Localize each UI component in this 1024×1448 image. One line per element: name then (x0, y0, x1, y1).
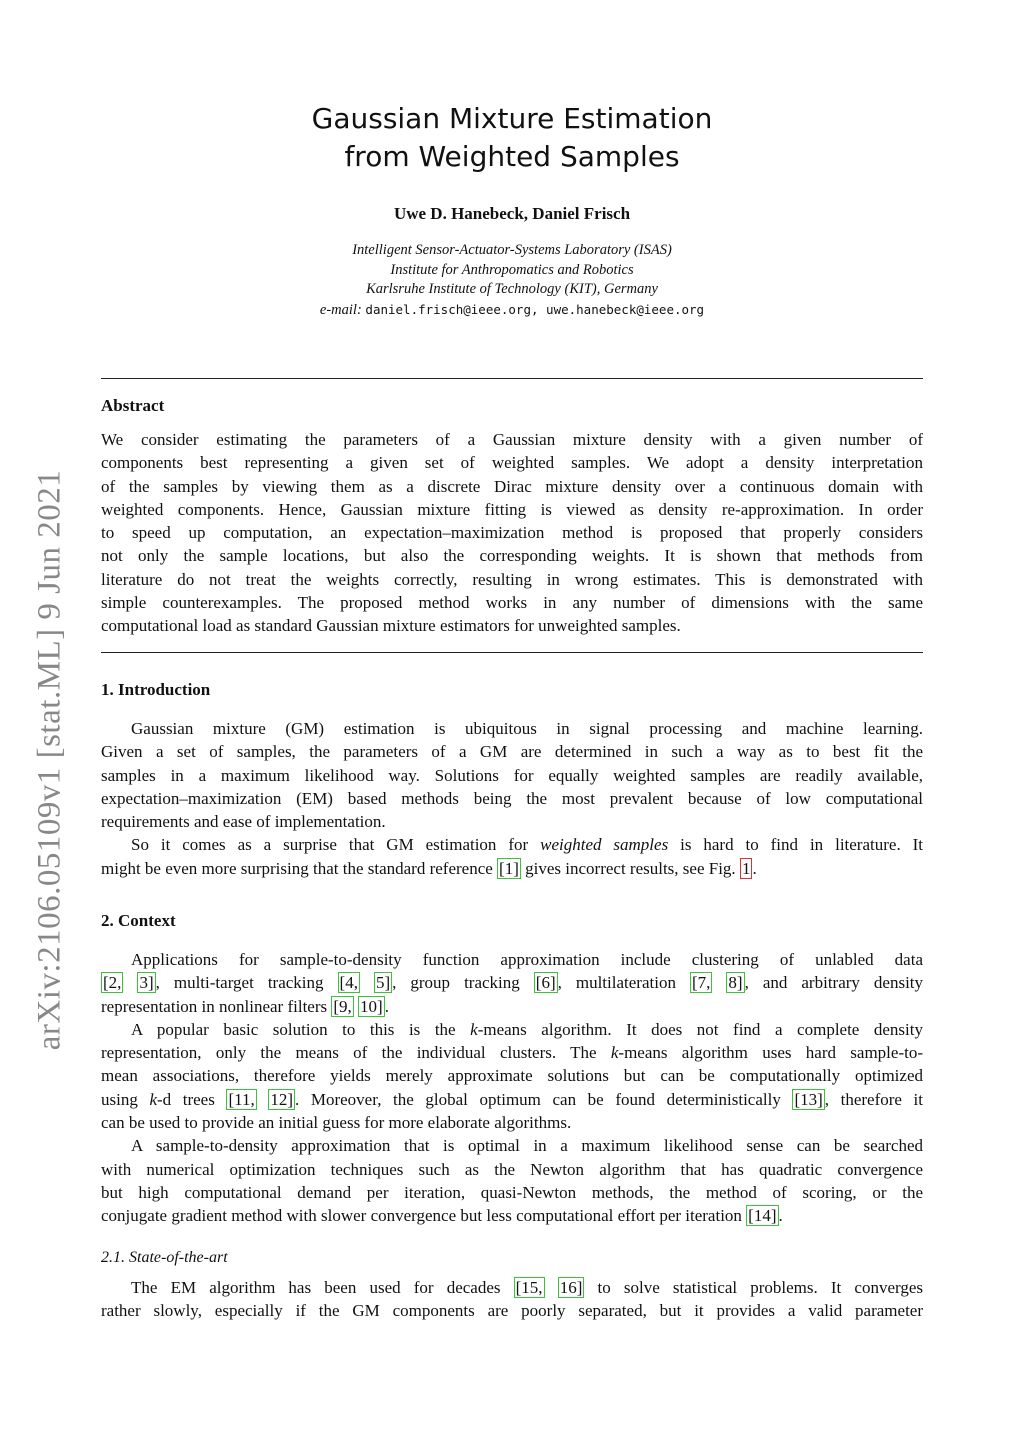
text-span: . (752, 858, 757, 878)
citation-link[interactable]: [7, (691, 973, 711, 993)
citation-link[interactable]: 3] (139, 973, 154, 993)
citation-link[interactable]: 12] (270, 1089, 293, 1109)
paragraph-line (101, 1204, 923, 1227)
paragraph-line: requirements and ease of implementation. (101, 812, 386, 832)
paragraph-line: rather slowly, especially if the GM components are poorly separated, but it provides a valid parameter (101, 1301, 923, 1321)
citation-link[interactable]: 16] (559, 1278, 583, 1297)
abstract-heading: Abstract (101, 396, 165, 415)
citation-link[interactable]: [15, (515, 1278, 543, 1297)
paragraph-line: Gaussian mixture (GM) estimation is ubiquitous in signal processing and machine learning. (131, 719, 923, 738)
citation-link[interactable]: [2, (103, 973, 122, 993)
author-list: Uwe D. Hanebeck, Daniel Frisch (393, 204, 631, 223)
paragraph-line (101, 1018, 923, 1041)
abstract-bottom-rule (101, 652, 923, 653)
paragraph-line: with numerical optimization techniques such as the Newton algorithm that has quadratic convergence (101, 1159, 923, 1179)
paragraph-line (101, 971, 923, 994)
abstract-line: of the samples by viewing them as a discrete Dirac mixture density over a continuous domain with (101, 476, 923, 496)
email-line (0, 300, 1024, 321)
text-span: , multi-target tracking (155, 973, 338, 993)
title-line-1: Gaussian Mixture Estimation (311, 102, 713, 135)
emphasis-text: weighted samples (540, 835, 669, 855)
text-span: . Moreover, the global optimum can be found deterministically (295, 1089, 793, 1109)
arxiv-sidebar (30, 460, 70, 1060)
citation-link[interactable]: [14] (748, 1206, 777, 1226)
math-variable: k (149, 1089, 157, 1109)
citation-link[interactable]: [13] (794, 1089, 823, 1109)
paragraph-line: mean associations, therefore yields merely approximate solutions but can be computationally optimized (101, 1066, 923, 1086)
introduction-body (101, 717, 923, 880)
citation-link[interactable]: 5] (375, 973, 391, 993)
text-span: gives incorrect results, see Fig. (520, 858, 740, 878)
text-span: using (101, 1089, 150, 1109)
text-span: -d trees (156, 1089, 227, 1109)
paragraph-line (101, 857, 923, 880)
text-span: So it comes as a surprise that GM estimation for (131, 835, 541, 855)
text-span: . (778, 1206, 783, 1226)
paragraph-line: can be used to provide an initial guess for more elaborate algorithms. (101, 1113, 572, 1133)
affiliation-line: Institute for Anthropomatics and Robotics (390, 261, 634, 278)
citation-link[interactable]: [4, (339, 973, 358, 993)
subsection-heading-state-of-the-art: 2.1. State-of-the-art (101, 1249, 228, 1266)
abstract-line: computational load as standard Gaussian mixture estimators for unweighted samples. (101, 616, 681, 636)
paragraph-line (101, 1041, 923, 1064)
affiliation-block (0, 241, 1024, 320)
arxiv-identifier: arXiv:2106.05109v1 [stat.ML] 9 Jun 2021 (31, 469, 68, 1051)
section-heading-introduction: 1. Introduction (101, 680, 211, 699)
paragraph-line: Applications for sample-to-density function approximation include clustering of unlabled data (131, 950, 923, 969)
text-span: conjugate gradient method with slower convergence but less computational effort per iteration (101, 1206, 747, 1226)
title-line-2: from Weighted Samples (344, 140, 680, 173)
context-body (101, 948, 923, 1228)
paragraph-line (101, 1088, 923, 1111)
citation-link[interactable]: 8] (728, 973, 743, 993)
abstract-line: to speed up computation, an expectation–maximization method is proposed that properly considers (101, 523, 923, 543)
text-span: might be even more surprising that the standard reference (101, 858, 498, 878)
email-addresses[interactable]: daniel.frisch@ieee.org, uwe.hanebeck@ieee.org (365, 301, 705, 317)
text-span: -means algorithm uses hard sample-to- (618, 1043, 923, 1063)
text-span: -means algorithm. It does not find a complete density (477, 1019, 923, 1039)
section-heading-context: 2. Context (101, 911, 176, 930)
citation-link[interactable]: [9, (333, 996, 352, 1016)
paragraph-line (101, 833, 923, 856)
abstract-line: We consider estimating the parameters of a Gaussian mixture density with a given number of (101, 430, 923, 449)
text-span: A popular basic solution to this is the (131, 1019, 471, 1039)
text-span: , therefore it (824, 1089, 924, 1109)
citation-link[interactable]: 10] (360, 996, 383, 1016)
text-span: The EM algorithm has been used for decades (131, 1278, 514, 1297)
paragraph-line: but high computational demand per iteration, quasi-Newton methods, the method of scoring, or the (101, 1182, 923, 1202)
paper-title (0, 100, 1024, 176)
citation-link[interactable]: [6] (535, 973, 556, 993)
paragraph-line: samples in a maximum likelihood way. Solutions for equally weighted samples are readily available, (101, 765, 923, 785)
paragraph-line (101, 995, 923, 1018)
figure-link[interactable]: 1 (741, 858, 751, 878)
abstract-body (101, 428, 923, 638)
abstract-top-rule (101, 378, 923, 379)
paragraph-line: expectation–maximization (EM) based methods being the most prevalent because of low computational (101, 788, 923, 808)
text-span: representation in nonlinear filters (101, 996, 332, 1016)
abstract-line: simple counterexamples. The proposed method works in any number of dimensions with the same (101, 593, 923, 613)
affiliation-line: Intelligent Sensor-Actuator-Systems Laboratory (ISAS) (352, 242, 672, 258)
math-variable: k (470, 1019, 478, 1039)
citation-link[interactable]: [11, (228, 1089, 255, 1109)
paragraph-line: A sample-to-density approximation that is optimal in a maximum likelihood sense can be searched (131, 1136, 923, 1156)
abstract-line: not only the sample locations, but also the corresponding weights. It is shown that methods from (101, 546, 923, 566)
affiliation-line: Karlsruhe Institute of Technology (KIT), Germany (366, 281, 658, 297)
paragraph-line (101, 1276, 923, 1299)
text-span: . (384, 996, 389, 1016)
text-span: , and arbitrary density (744, 973, 924, 993)
text-span: , multilateration (557, 973, 690, 993)
citation-link[interactable]: [1] (499, 858, 519, 878)
state-of-the-art-body (101, 1276, 923, 1323)
paragraph-line: Given a set of samples, the parameters of a GM are determined in such a way as to best fit the (101, 742, 923, 762)
email-label: e-mail: (319, 301, 362, 318)
text-span: to solve statistical problems. It converges (584, 1278, 924, 1297)
text-span: representation, only the means of the individual clusters. The (101, 1043, 611, 1063)
abstract-line: weighted components. Hence, Gaussian mixture fitting is viewed as density re-approximation. In order (101, 499, 923, 519)
text-span: , group tracking (392, 973, 534, 993)
text-span: is hard to find in literature. It (668, 835, 923, 855)
math-variable: k (610, 1043, 619, 1063)
abstract-line: literature do not treat the weights correctly, resulting in wrong estimates. This is demonstrated with (101, 569, 923, 589)
abstract-line: components best representing a given set of weighted samples. We adopt a density interpretation (101, 453, 923, 473)
